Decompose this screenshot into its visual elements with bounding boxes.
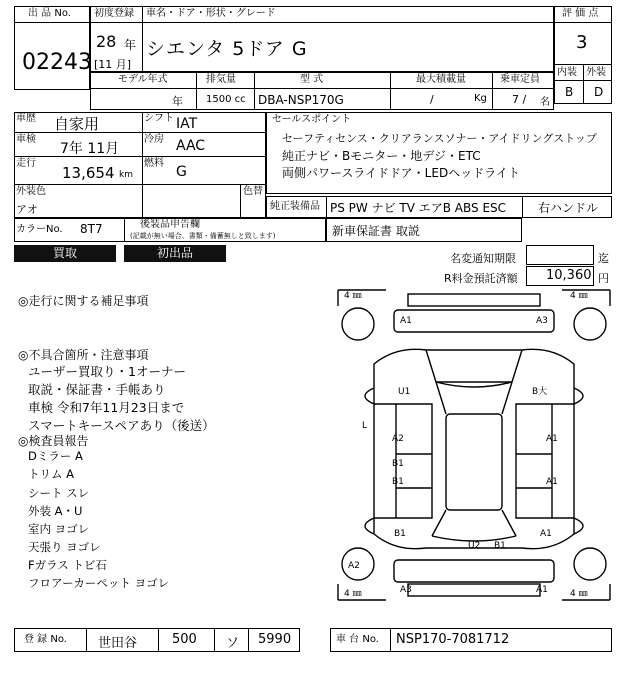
name-change-unit: 迄 — [598, 252, 609, 265]
tire-depth-label: 4 ㎜ — [344, 291, 362, 301]
inspector-line: 室内 ヨゴレ — [28, 522, 90, 536]
chassis-value: NSP170-7081712 — [396, 632, 510, 647]
damage-mark-door-left: A2 — [392, 434, 404, 444]
equipment-label: 純正装備品 — [270, 201, 320, 212]
shift-label: シフト — [144, 113, 174, 124]
first-reg-month: [11 月] — [94, 58, 132, 71]
equipment-value: PS PW ナビ TV エアB ABS ESC — [330, 201, 507, 215]
ac-label: 冷房 — [144, 134, 164, 145]
damage-mark-tailgate: B1 — [494, 541, 506, 551]
damage-mark-side-l: L — [362, 421, 368, 431]
sales-point-line: 両側パワースライドドア・LEDヘッドライト — [282, 166, 520, 180]
reg-kana: ソ — [226, 636, 240, 651]
capacity-unit: 名 — [540, 97, 550, 108]
interior-grade: B — [565, 85, 574, 99]
fuel-value: G — [176, 164, 187, 180]
lot-label: 出 品 No. — [28, 8, 71, 19]
damage-mark-rear-bumper-right: A1 — [536, 585, 548, 595]
shift-value: IAT — [176, 116, 198, 132]
ac-value: AAC — [176, 138, 206, 154]
inspector-line: シート スレ — [28, 486, 90, 500]
inspector-line: 外装 A・U — [28, 504, 83, 518]
car-name: シエンタ 5ドア G — [146, 38, 308, 60]
damage-mark-fender-left: U1 — [398, 387, 411, 397]
aftermarket-label: 後装品申告欄 — [140, 219, 200, 230]
defect-line: 車検 令和7年11月23日まで — [28, 400, 185, 415]
type-label: 型 式 — [300, 74, 324, 85]
defect-title: ◎不具合箇所・注意事項 — [18, 348, 149, 362]
inspector-line: フロアーカーペット ヨゴレ — [28, 576, 170, 590]
exterior-color-value: アオ — [16, 203, 38, 216]
damage-mark-wheel-rear: A2 — [348, 561, 360, 571]
color-no-value: 8T7 — [80, 222, 103, 236]
damage-mark-slide-right: A1 — [546, 477, 558, 487]
name-label: 車名・ドア・形状・グレード — [146, 8, 276, 19]
name-change-box — [526, 245, 594, 265]
history-label: 車歴 — [16, 113, 36, 124]
history-value: 自家用 — [54, 115, 100, 133]
fuel-label: 燃料 — [144, 158, 164, 169]
inspector-line: 天張り ヨゴレ — [28, 540, 101, 554]
first-reg-label: 初度登録 — [94, 8, 134, 19]
sales-point-line: 純正ナビ・Bモニター・地デジ・ETC — [282, 149, 481, 163]
capacity-label: 乗車定員 — [500, 74, 540, 85]
recycle-unit: 円 — [598, 272, 609, 285]
reg-label: 登 録 No. — [24, 634, 67, 645]
sales-point-line: セーフティセンス・クリアランスソナー・アイドリングストップ — [282, 132, 597, 145]
inspector-line: Dミラー A — [28, 449, 83, 463]
inspector-line: トリム A — [28, 467, 75, 481]
score-value: 3 — [576, 32, 588, 53]
damage-mark-rear-right: A1 — [540, 529, 552, 539]
first-listing-bar: 初出品 — [124, 245, 226, 262]
model-year-label: モデル年式 — [118, 74, 168, 85]
damage-mark-front-left: A1 — [400, 316, 412, 326]
max-load-label: 最大積載量 — [416, 74, 466, 85]
name-change-label: 名変通知期限 — [450, 252, 516, 265]
max-load-value: / — [430, 93, 434, 106]
tire-depth-label: 4 ㎜ — [570, 291, 588, 301]
reg-area: 世田谷 — [98, 636, 138, 651]
capacity-value: 7 / — [512, 93, 527, 106]
damage-mark-slide-left: B1 — [392, 477, 404, 487]
mileage-label: 走行 — [16, 158, 36, 169]
lot-number: 02243 — [22, 50, 92, 75]
exterior-label: 外装 — [586, 67, 606, 78]
inspection-value: 7年 11月 — [60, 141, 120, 157]
details-box — [14, 112, 266, 218]
displacement-label: 排気量 — [206, 74, 236, 85]
first-reg-year: 28 — [96, 32, 117, 51]
mileage-unit: km — [119, 170, 133, 180]
displacement-value: 1500 cc — [206, 94, 246, 105]
tire-depth-label: 4 ㎜ — [344, 589, 362, 599]
damage-mark-slide-left: B1 — [392, 459, 404, 469]
inspector-line: Fガラス トビ石 — [28, 558, 107, 572]
purchase-bar: 買取 — [14, 245, 116, 262]
damage-mark-fender-right: B大 — [532, 387, 548, 397]
type-value: DBA-NSP170G — [258, 93, 344, 107]
defect-line: 取説・保証書・手帳あり — [28, 382, 166, 397]
defect-line: スマートキースペアあり（後送） — [28, 418, 215, 433]
exterior-color-label: 外装色 — [16, 186, 46, 197]
supplement-title: ◎走行に関する補足事項 — [18, 294, 149, 308]
model-year-value: 年 — [172, 95, 183, 108]
damage-mark-door-right: A1 — [546, 434, 558, 444]
max-load-unit: Kg — [474, 93, 487, 104]
damage-mark-rear-left: B1 — [394, 529, 406, 539]
damage-diagram — [336, 288, 612, 602]
warranty-value: 新車保証書 取説 — [332, 224, 420, 238]
color-change-label: 色替 — [243, 186, 263, 197]
inspector-title: ◎検査員報告 — [18, 434, 89, 448]
aftermarket-note: (記載が無い場合、書類・備蓄無しと致します) — [130, 232, 276, 240]
year-unit: 年 — [124, 38, 137, 52]
damage-mark-tailgate: U2 — [468, 541, 481, 551]
tire-depth-label: 4 ㎜ — [570, 589, 588, 599]
exterior-grade: D — [594, 85, 604, 99]
mileage-value: 13,654 — [62, 164, 115, 182]
damage-mark-rear-bumper-left: A3 — [400, 585, 412, 595]
defect-line: ユーザー買取り・1オーナー — [28, 364, 186, 379]
interior-label: 内装 — [557, 67, 577, 78]
reg-number: 5990 — [258, 632, 292, 647]
damage-mark-front-right: A3 — [536, 316, 548, 326]
reg-class: 500 — [172, 632, 197, 647]
sales-points-label: セールスポイント — [272, 114, 352, 125]
chassis-label: 車 台 No. — [336, 634, 379, 645]
recycle-label: R料金預託済額 — [444, 272, 518, 285]
recycle-value: 10,360 — [546, 268, 592, 283]
steering-value: 右ハンドル — [538, 201, 599, 215]
score-label: 評 価 点 — [562, 8, 599, 19]
inspection-label: 車検 — [16, 134, 36, 145]
color-no-label: カラーNo. — [16, 224, 63, 235]
